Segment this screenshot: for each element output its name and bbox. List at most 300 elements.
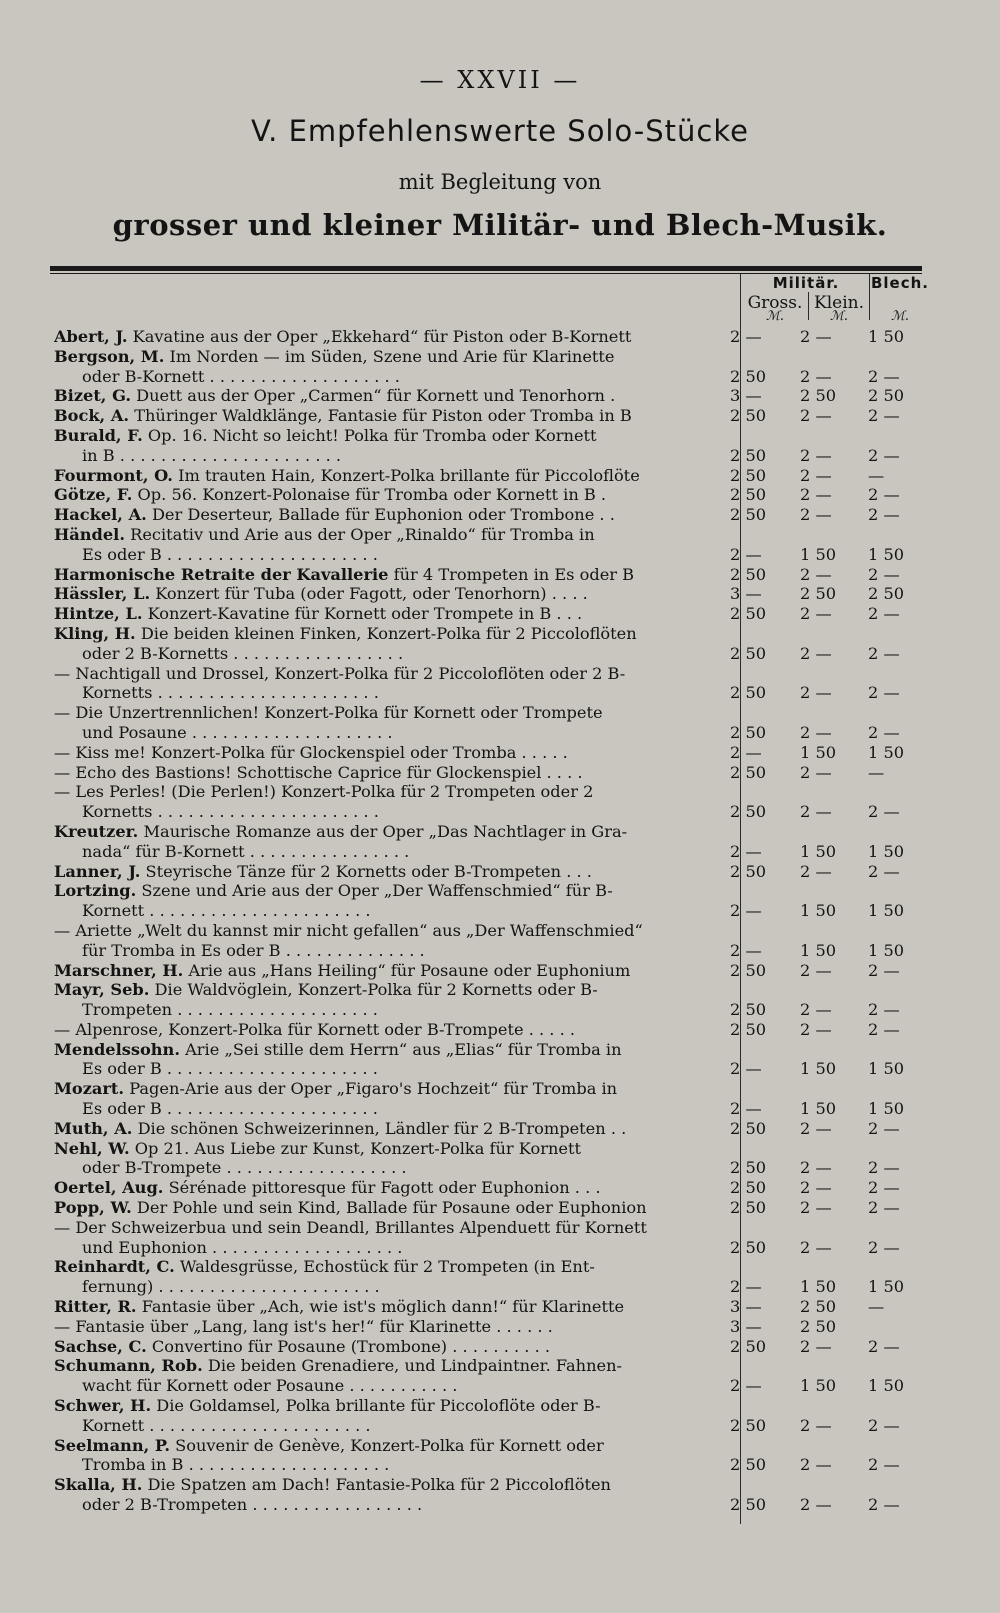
price-gross: 2 50 bbox=[730, 505, 767, 525]
entry-text-continued: Es oder B . . . . . . . . . . . . . . . . . . . . . bbox=[82, 544, 378, 564]
entry-text: — Der Schweizerbua und sein Deandl, Brillantes Alpenduett für Kornett bbox=[54, 1217, 647, 1237]
price-blech: 2 — bbox=[868, 1118, 900, 1138]
entry-description bbox=[54, 921, 718, 961]
price-klein: 2 — bbox=[800, 485, 832, 505]
entry-description bbox=[54, 426, 718, 466]
composer-name: Abert, J. bbox=[54, 327, 128, 346]
entry-description bbox=[54, 1436, 718, 1476]
entry-text: Duett aus der Oper „Carmen“ für Kornett und Tenorhorn . bbox=[136, 386, 616, 406]
price-klein: 2 — bbox=[800, 1178, 832, 1198]
entry-text: Die beiden kleinen Finken, Konzert-Polka für 2 Piccoloflöten bbox=[140, 623, 637, 643]
composer-name: Schwer, H. bbox=[54, 1396, 152, 1416]
entry-text: — Die Unzertrennlichen! Konzert-Polka für Kornett oder Trompete bbox=[54, 703, 603, 723]
price-blech: 2 — bbox=[868, 722, 900, 742]
entry-text: Convertino für Posaune (Trombone) . . . . . . . . . . bbox=[151, 1336, 551, 1356]
price-klein: 1 50 bbox=[800, 544, 837, 564]
price-blech bbox=[860, 1317, 928, 1337]
price-gross: 2 — bbox=[730, 1099, 762, 1119]
list-item bbox=[54, 505, 995, 525]
composer-name: Seelmann, P. bbox=[54, 1435, 170, 1455]
price-gross: 2 50 bbox=[730, 1198, 767, 1218]
composer-name: Lortzing. bbox=[54, 881, 137, 901]
list-item bbox=[54, 881, 995, 921]
list-item bbox=[54, 1020, 995, 1040]
entry-description bbox=[54, 961, 718, 981]
price-blech: 2 — bbox=[868, 683, 900, 703]
price-gross: 2 50 bbox=[730, 1415, 767, 1435]
list-item bbox=[54, 525, 995, 565]
entry-text: Die beiden Grenadiere, und Lindpaintner. Fahnen- bbox=[207, 1356, 622, 1376]
entry-description bbox=[54, 406, 718, 426]
price-gross: 2 50 bbox=[730, 802, 767, 822]
entry-text: Konzert für Tuba (oder Fagott, oder Tenorhorn) . . . . bbox=[155, 584, 588, 604]
composer-name: Schumann, Rob. bbox=[54, 1356, 203, 1376]
price-blech: 2 — bbox=[868, 861, 900, 881]
entry-text: — Kiss me! Konzert-Polka für Glockenspiel oder Tromba . . . . . bbox=[54, 742, 568, 762]
list-item bbox=[54, 426, 995, 466]
composer-name: Burald, F. bbox=[54, 425, 143, 445]
composer-name: Händel. bbox=[54, 524, 125, 544]
price-klein: 2 50 bbox=[800, 1316, 837, 1336]
list-item bbox=[54, 1040, 995, 1080]
list-item bbox=[54, 822, 995, 862]
price-klein: 1 50 bbox=[800, 1376, 837, 1396]
composer-name: Kling, H. bbox=[54, 623, 136, 643]
entry-description bbox=[54, 763, 718, 783]
list-item bbox=[54, 961, 995, 981]
price-gross: 2 50 bbox=[730, 762, 767, 782]
price-klein: 2 — bbox=[800, 445, 832, 465]
price-blech: — bbox=[868, 465, 885, 485]
price-blech: 1 50 bbox=[868, 940, 905, 960]
entry-text-continued: fernung) . . . . . . . . . . . . . . . . . . . . . . bbox=[82, 1277, 380, 1297]
entry-text-continued: Kornett . . . . . . . . . . . . . . . . . . . . . . bbox=[82, 1415, 371, 1435]
entry-text: Konzert-Kavatine für Kornett oder Trompete in B . . . bbox=[147, 604, 583, 624]
price-blech: 1 50 bbox=[868, 544, 905, 564]
entry-text: Pagen-Arie aus der Oper „Figaro's Hochzeit“ für Tromba in bbox=[129, 1079, 618, 1099]
list-item bbox=[54, 604, 995, 624]
price-blech: 1 50 bbox=[868, 841, 905, 861]
composer-name: Mendelssohn. bbox=[54, 1039, 180, 1059]
list-item bbox=[54, 624, 995, 664]
price-gross: 2 — bbox=[730, 544, 762, 564]
price-klein: 2 — bbox=[800, 802, 832, 822]
list-item bbox=[54, 1317, 995, 1337]
entry-description bbox=[54, 1396, 718, 1436]
price-gross: 2 — bbox=[730, 327, 762, 346]
column-header-blech: Blech. bbox=[870, 274, 930, 292]
entry-description bbox=[54, 1317, 718, 1337]
entry-description bbox=[54, 584, 718, 604]
price-blech: 2 — bbox=[868, 1178, 900, 1198]
currency-gross: ℳ. bbox=[765, 309, 785, 324]
entry-description bbox=[54, 664, 718, 704]
entry-description bbox=[54, 782, 718, 822]
price-klein: 2 — bbox=[800, 406, 832, 426]
price-gross: 2 50 bbox=[730, 1336, 767, 1356]
price-blech: 1 50 bbox=[868, 1059, 905, 1079]
entry-text: Op. 56. Konzert-Polonaise für Tromba oder Kornett in B . bbox=[137, 485, 607, 505]
entry-text: Im trauten Hain, Konzert-Polka brillante für Piccoloflöte bbox=[178, 465, 640, 485]
price-gross: 2 50 bbox=[730, 1455, 767, 1475]
entry-text-continued: oder B-Trompete . . . . . . . . . . . . . . . . . . bbox=[82, 1158, 407, 1178]
price-gross: 2 50 bbox=[730, 445, 767, 465]
price-gross: 2 50 bbox=[730, 1237, 767, 1257]
price-gross: 2 50 bbox=[730, 406, 767, 426]
price-blech: — bbox=[868, 762, 885, 782]
price-gross: 2 — bbox=[730, 1277, 762, 1297]
entry-text: — Fantasie über „Lang, lang ist's her!“ für Klarinette . . . . . . bbox=[54, 1316, 553, 1336]
price-gross: 2 — bbox=[730, 901, 762, 921]
price-klein: 2 — bbox=[800, 960, 832, 980]
price-klein: 1 50 bbox=[800, 1099, 837, 1119]
list-item bbox=[54, 584, 995, 604]
list-item bbox=[54, 485, 995, 505]
price-blech: 2 — bbox=[868, 445, 900, 465]
entry-text: Sérénade pittoresque für Fagott oder Euphonion . . . bbox=[168, 1178, 601, 1198]
list-item bbox=[54, 1119, 995, 1139]
entry-description bbox=[54, 386, 718, 406]
entry-description bbox=[54, 1139, 718, 1179]
price-klein: 1 50 bbox=[800, 940, 837, 960]
list-item bbox=[54, 1198, 995, 1218]
price-klein: 2 — bbox=[800, 722, 832, 742]
price-blech: 2 — bbox=[868, 1455, 900, 1475]
price-blech: 2 — bbox=[868, 485, 900, 505]
price-blech: 2 50 bbox=[868, 386, 905, 406]
list-item bbox=[54, 921, 995, 961]
entry-description bbox=[54, 1337, 718, 1357]
entry-text-continued: in B . . . . . . . . . . . . . . . . . . . . . . bbox=[82, 445, 342, 465]
price-gross: 2 — bbox=[730, 742, 762, 762]
price-klein: 2 — bbox=[800, 643, 832, 663]
price-gross: 2 50 bbox=[730, 1118, 767, 1138]
entry-text: Der Deserteur, Ballade für Euphonion oder Trombone . . bbox=[151, 505, 615, 525]
price-blech: 1 50 bbox=[868, 1099, 905, 1119]
composer-name: Bergson, M. bbox=[54, 346, 165, 366]
price-klein: 2 — bbox=[800, 1198, 832, 1218]
list-item bbox=[54, 1257, 995, 1297]
entry-description bbox=[54, 624, 718, 664]
list-item bbox=[54, 980, 995, 1020]
list-item bbox=[54, 565, 995, 585]
entry-description bbox=[54, 1475, 718, 1515]
price-gross: 2 50 bbox=[730, 722, 767, 742]
header-rule bbox=[50, 266, 922, 271]
entry-text-continued: wacht für Kornett oder Posaune . . . . . . . . . . . bbox=[82, 1376, 458, 1396]
price-klein: 2 — bbox=[800, 366, 832, 386]
price-klein: 1 50 bbox=[800, 841, 837, 861]
entry-description bbox=[54, 862, 718, 882]
entry-text-continued: Es oder B . . . . . . . . . . . . . . . . . . . . . bbox=[82, 1059, 378, 1079]
price-klein: 2 — bbox=[800, 861, 832, 881]
entry-text: Szene und Arie aus der Oper „Der Waffenschmied“ für B- bbox=[141, 881, 613, 901]
price-blech: 2 — bbox=[868, 406, 900, 426]
entry-text-continued: oder 2 B-Kornetts . . . . . . . . . . . . . . . . . bbox=[82, 643, 404, 663]
price-gross: 2 50 bbox=[730, 960, 767, 980]
entry-text: — Echo des Bastions! Schottische Caprice für Glockenspiel . . . . bbox=[54, 762, 583, 782]
price-blech: 1 50 bbox=[868, 1277, 905, 1297]
price-klein: 2 — bbox=[800, 762, 832, 782]
price-gross: 2 50 bbox=[730, 465, 767, 485]
price-gross: 2 50 bbox=[730, 1495, 767, 1515]
price-klein: 2 — bbox=[800, 1118, 832, 1138]
entry-description bbox=[54, 1198, 718, 1218]
list-item bbox=[54, 386, 995, 406]
entry-text-continued: und Posaune . . . . . . . . . . . . . . . . . . . . bbox=[82, 722, 393, 742]
column-header-militar: Militär. bbox=[772, 274, 840, 292]
entry-description bbox=[54, 1178, 718, 1198]
price-blech: 2 — bbox=[868, 366, 900, 386]
list-item bbox=[54, 1337, 995, 1357]
price-gross: 2 — bbox=[730, 841, 762, 861]
price-gross: 2 — bbox=[730, 1376, 762, 1396]
price-gross: 2 50 bbox=[730, 1158, 767, 1178]
entry-text: — Les Perles! (Die Perlen!) Konzert-Polka für 2 Trompeten oder 2 bbox=[54, 782, 594, 802]
price-blech: 2 — bbox=[868, 1415, 900, 1435]
price-blech: 2 — bbox=[868, 564, 900, 584]
price-blech: 2 — bbox=[868, 1237, 900, 1257]
price-klein: 1 50 bbox=[800, 1059, 837, 1079]
entry-description bbox=[54, 1257, 718, 1297]
entry-description bbox=[54, 485, 718, 505]
price-klein: 2 — bbox=[800, 327, 832, 346]
price-gross: 3 — bbox=[730, 584, 762, 604]
entry-text-continued: für Tromba in Es oder B . . . . . . . . . . . . . . bbox=[82, 940, 425, 960]
column-header-gross: Gross. bbox=[747, 293, 803, 313]
price-klein: 2 — bbox=[800, 1237, 832, 1257]
list-item bbox=[54, 347, 995, 387]
list-item bbox=[54, 782, 995, 822]
entry-text: für 4 Trompeten in Es oder B bbox=[393, 564, 635, 584]
price-klein: 2 — bbox=[800, 604, 832, 624]
composer-name: Hässler, L. bbox=[54, 584, 151, 604]
list-item bbox=[54, 1218, 995, 1258]
entry-text: Die schönen Schweizerinnen, Ländler für 2 B-Trompeten . . bbox=[137, 1118, 627, 1138]
composer-name: Hintze, L. bbox=[54, 604, 143, 624]
price-blech: 2 — bbox=[868, 1495, 900, 1515]
price-blech: 2 — bbox=[868, 1158, 900, 1178]
composer-name: Mayr, Seb. bbox=[54, 980, 150, 1000]
entry-text: Op. 16. Nicht so leicht! Polka für Tromba oder Kornett bbox=[147, 425, 597, 445]
entry-description bbox=[54, 1079, 718, 1119]
list-item bbox=[54, 763, 995, 783]
list-item bbox=[54, 466, 995, 486]
composer-name: Oertel, Aug. bbox=[54, 1178, 164, 1198]
price-blech: 2 50 bbox=[868, 584, 905, 604]
price-gross: 2 50 bbox=[730, 366, 767, 386]
price-gross: 2 50 bbox=[730, 1019, 767, 1039]
composer-name: Mozart. bbox=[54, 1079, 125, 1099]
entry-text: Die Spatzen am Dach! Fantasie-Polka für 2 Piccoloflöten bbox=[147, 1475, 611, 1495]
price-klein: 2 50 bbox=[800, 584, 837, 604]
price-klein: 2 — bbox=[800, 1019, 832, 1039]
entry-description bbox=[54, 1218, 718, 1258]
list-item bbox=[54, 1396, 995, 1436]
entry-description bbox=[54, 703, 718, 743]
composer-name: Skalla, H. bbox=[54, 1475, 143, 1495]
entry-text: Thüringer Waldklänge, Fantasie für Piston oder Tromba in B bbox=[134, 406, 632, 426]
entry-text: — Ariette „Welt du kannst mir nicht gefallen“ aus „Der Waffenschmied“ bbox=[54, 920, 643, 940]
price-blech: — bbox=[868, 1297, 885, 1317]
composer-name: Popp, W. bbox=[54, 1198, 132, 1218]
entry-description bbox=[54, 743, 718, 763]
entry-text: Kavatine aus der Oper „Ekkehard“ für Piston oder B-Kornett bbox=[132, 327, 632, 346]
price-klein: 2 — bbox=[800, 505, 832, 525]
entry-text: Souvenir de Genève, Konzert-Polka für Kornett oder bbox=[175, 1435, 604, 1455]
price-blech: 2 — bbox=[868, 1336, 900, 1356]
composer-name: Kreutzer. bbox=[54, 821, 139, 841]
price-klein: 2 50 bbox=[800, 386, 837, 406]
entry-text: Arie „Sei stille dem Herrn“ aus „Elias“ für Tromba in bbox=[185, 1039, 622, 1059]
list-item bbox=[54, 703, 995, 743]
entry-text-continued: Kornetts . . . . . . . . . . . . . . . . . . . . . . bbox=[82, 802, 379, 822]
list-item bbox=[54, 1178, 995, 1198]
price-gross: 3 — bbox=[730, 1316, 762, 1336]
price-klein: 2 — bbox=[800, 465, 832, 485]
entry-text-continued: Trompeten . . . . . . . . . . . . . . . . . . . . bbox=[82, 1000, 378, 1020]
entry-text: Op 21. Aus Liebe zur Kunst, Konzert-Polka für Kornett bbox=[134, 1138, 581, 1158]
price-klein: 2 — bbox=[800, 683, 832, 703]
list-item bbox=[54, 1139, 995, 1179]
entry-description bbox=[54, 980, 718, 1020]
composer-name: Fourmont, O. bbox=[54, 465, 173, 485]
list-item bbox=[54, 1297, 995, 1317]
entry-text-continued: oder B-Kornett . . . . . . . . . . . . . . . . . . . bbox=[82, 366, 400, 386]
entry-description bbox=[54, 1119, 718, 1139]
page-number: — XXVII — bbox=[419, 66, 581, 94]
price-klein: 1 50 bbox=[800, 901, 837, 921]
list-item bbox=[54, 743, 995, 763]
price-blech: 2 — bbox=[868, 505, 900, 525]
entry-description bbox=[54, 1040, 718, 1080]
entry-text-continued: oder 2 B-Trompeten . . . . . . . . . . . . . . . . . bbox=[82, 1495, 423, 1515]
entry-text: Der Pohle und sein Kind, Ballade für Posaune oder Euphonion bbox=[136, 1198, 647, 1218]
price-blech: 2 — bbox=[868, 604, 900, 624]
price-gross: 2 50 bbox=[730, 485, 767, 505]
entry-text: — Nachtigall und Drossel, Konzert-Polka für 2 Piccoloflöten oder 2 B- bbox=[54, 663, 626, 683]
price-gross: 2 50 bbox=[730, 604, 767, 624]
list-item bbox=[54, 1436, 995, 1476]
entry-text: Arie aus „Hans Heiling“ für Posaune oder Euphonium bbox=[188, 960, 631, 980]
composer-name: Muth, A. bbox=[54, 1118, 133, 1138]
price-gross: 2 50 bbox=[730, 564, 767, 584]
column-header-klein: Klein. bbox=[814, 293, 864, 313]
list-item bbox=[54, 664, 995, 704]
price-blech: 2 — bbox=[868, 802, 900, 822]
price-blech: 1 50 bbox=[868, 901, 905, 921]
entry-text-continued: Kornetts . . . . . . . . . . . . . . . . . . . . . . bbox=[82, 683, 379, 703]
price-blech: 2 — bbox=[868, 1000, 900, 1020]
price-klein: 2 50 bbox=[800, 1297, 837, 1317]
list-item bbox=[54, 1475, 995, 1515]
entry-text: Die Waldvöglein, Konzert-Polka für 2 Kornetts oder B- bbox=[154, 980, 598, 1000]
price-klein: 2 — bbox=[800, 1415, 832, 1435]
price-blech: 2 — bbox=[868, 643, 900, 663]
entry-description bbox=[54, 347, 718, 387]
composer-name: Götze, F. bbox=[54, 485, 133, 505]
price-gross: 3 — bbox=[730, 386, 762, 406]
composer-name: Ritter, R. bbox=[54, 1297, 137, 1317]
entry-description bbox=[54, 327, 718, 347]
price-klein: 2 — bbox=[800, 1495, 832, 1515]
entry-text-continued: Tromba in B . . . . . . . . . . . . . . . . . . . . bbox=[82, 1455, 390, 1475]
price-blech: 1 50 bbox=[868, 1376, 905, 1396]
composer-name: Sachse, C. bbox=[54, 1336, 147, 1356]
price-blech: 2 — bbox=[868, 1198, 900, 1218]
entry-text: Im Norden — im Süden, Szene und Arie für Klarinette bbox=[169, 346, 615, 366]
price-gross: 2 50 bbox=[730, 1000, 767, 1020]
price-blech: 2 — bbox=[868, 960, 900, 980]
entry-text: Steyrische Tänze für 2 Kornetts oder B-Trompeten . . . bbox=[145, 861, 592, 881]
entry-description bbox=[54, 1356, 718, 1396]
price-klein: 2 — bbox=[800, 1336, 832, 1356]
subtitle-heading: grosser und kleiner Militär- und Blech-Musik. bbox=[112, 208, 888, 242]
entry-text-continued: nada“ für B-Kornett . . . . . . . . . . . . . . . . bbox=[82, 841, 410, 861]
currency-blech: ℳ. bbox=[890, 309, 910, 324]
entry-text: Recitativ und Arie aus der Oper „Rinaldo“ für Tromba in bbox=[130, 524, 595, 544]
composer-name: Hackel, A. bbox=[54, 505, 147, 525]
price-klein: 2 — bbox=[800, 564, 832, 584]
price-klein: 2 — bbox=[800, 1455, 832, 1475]
price-gross: 3 — bbox=[730, 1297, 762, 1317]
entry-text: Waldesgrüsse, Echostück für 2 Trompeten (in Ent- bbox=[179, 1257, 595, 1277]
entry-description bbox=[54, 1297, 718, 1317]
page-title: V. Empfehlenswerte Solo-Stücke bbox=[251, 114, 749, 148]
entry-description bbox=[54, 466, 718, 486]
price-gross: 2 — bbox=[730, 1059, 762, 1079]
price-gross: 2 50 bbox=[730, 861, 767, 881]
entry-description bbox=[54, 525, 718, 565]
entry-text: Die Goldamsel, Polka brillante für Piccoloflöte oder B- bbox=[156, 1396, 601, 1416]
entry-text: Fantasie über „Ach, wie ist's möglich dann!“ für Klarinette bbox=[141, 1297, 625, 1317]
list-item bbox=[54, 406, 995, 426]
price-gross: 2 — bbox=[730, 940, 762, 960]
composer-name: Bizet, G. bbox=[54, 386, 131, 406]
price-gross: 2 50 bbox=[730, 643, 767, 663]
entry-text-continued: und Euphonion . . . . . . . . . . . . . . . . . . . bbox=[82, 1237, 403, 1257]
price-klein: 1 50 bbox=[800, 742, 837, 762]
entry-description bbox=[54, 604, 718, 624]
composer-name: Reinhardt, C. bbox=[54, 1257, 175, 1277]
entry-text-continued: Kornett . . . . . . . . . . . . . . . . . . . . . . bbox=[82, 901, 371, 921]
price-gross: 2 50 bbox=[730, 683, 767, 703]
entry-description bbox=[54, 505, 718, 525]
subtitle: mit Begleitung von bbox=[398, 170, 602, 194]
list-item bbox=[54, 1356, 995, 1396]
composer-name: Bock, A. bbox=[54, 406, 130, 426]
price-klein: 2 — bbox=[800, 1000, 832, 1020]
price-klein: 2 — bbox=[800, 1158, 832, 1178]
entry-description bbox=[54, 822, 718, 862]
entry-description bbox=[54, 1020, 718, 1040]
list-item bbox=[54, 1079, 995, 1119]
composer-name: Lanner, J. bbox=[54, 861, 141, 881]
currency-klein: ℳ. bbox=[829, 309, 849, 324]
price-list bbox=[54, 327, 995, 1515]
entry-description bbox=[54, 881, 718, 921]
composer-name: Marschner, H. bbox=[54, 960, 184, 980]
list-item bbox=[54, 327, 995, 347]
price-gross: 2 50 bbox=[730, 1178, 767, 1198]
price-blech: 1 50 bbox=[868, 742, 905, 762]
entry-text: Maurische Romanze aus der Oper „Das Nachtlager in Gra- bbox=[143, 821, 628, 841]
entry-text-continued: Es oder B . . . . . . . . . . . . . . . . . . . . . bbox=[82, 1099, 378, 1119]
composer-name: Nehl, W. bbox=[54, 1138, 130, 1158]
price-blech: 2 — bbox=[868, 1019, 900, 1039]
price-klein: 1 50 bbox=[800, 1277, 837, 1297]
list-item bbox=[54, 862, 995, 882]
